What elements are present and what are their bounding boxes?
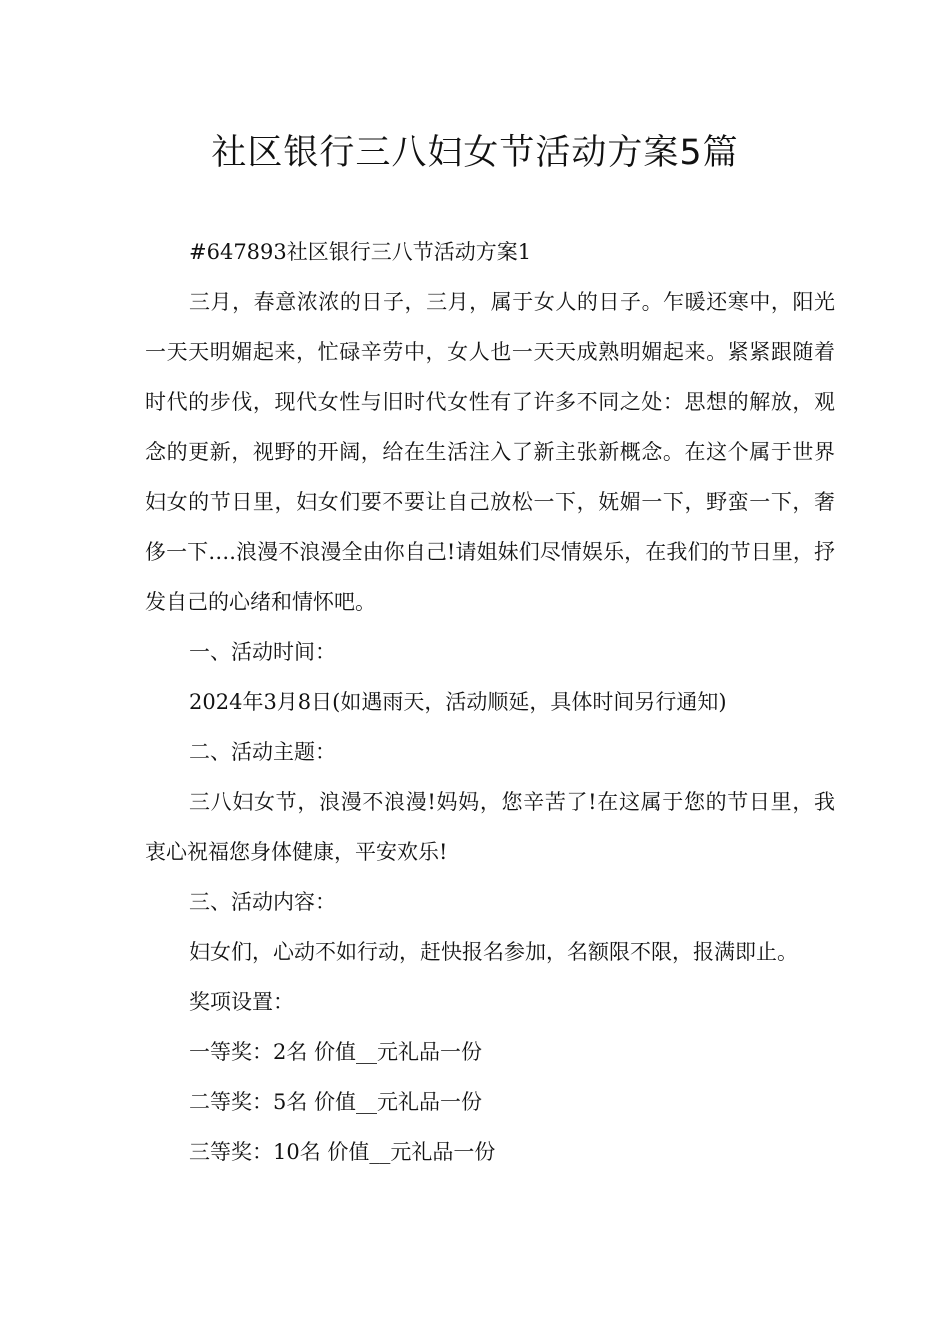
activity-time-heading: 一、活动时间：	[189, 640, 336, 664]
document-title: 社区银行三八妇女节活动方案5篇	[211, 133, 739, 173]
intro-paragraph: 三月，春意浓浓的日子，三月，属于女人的日子。乍暖还寒中，阳光一天天明媚起来，忙碌辛劳中，女人也一天天成熟明媚起来。紧紧跟随着时代的步伐，现代女性与旧时代女性有了许多不同之处：思想的解放，观念的更新，视野的开阔，给在生活注入了新主张新概念。在这个属于世界妇女的节日里，妇女们要不要让自己放松一下，妩媚一下，野蛮一下，奢侈一下….浪漫不浪漫全由你自己!请姐妹们尽情娱乐，在我们的节日里，抒发自己的心绪和情怀吧。	[145, 290, 835, 614]
activity-content-text: 妇女们，心动不如行动，赶快报名参加，名额限不限，报满即止。	[189, 940, 798, 964]
activity-theme-text: 三八妇女节，浪漫不浪漫!妈妈，您辛苦了!在这属于您的节日里，我衷心祝福您身体健康，平安欢乐!	[145, 790, 835, 864]
section-heading: #647893社区银行三八节活动方案1	[189, 240, 532, 264]
award-item-first: 一等奖：2名 价值__元礼品一份	[189, 1040, 483, 1064]
award-item-second: 二等奖：5名 价值__元礼品一份	[189, 1090, 483, 1114]
awards-heading: 奖项设置：	[189, 990, 294, 1014]
award-item-third: 三等奖：10名 价值__元礼品一份	[189, 1140, 496, 1164]
activity-time-text: 2024年3月8日(如遇雨天，活动顺延，具体时间另行通知)	[189, 690, 727, 714]
activity-content-heading: 三、活动内容：	[189, 890, 336, 914]
document-body	[145, 227, 835, 1177]
activity-theme-heading: 二、活动主题：	[189, 740, 336, 764]
